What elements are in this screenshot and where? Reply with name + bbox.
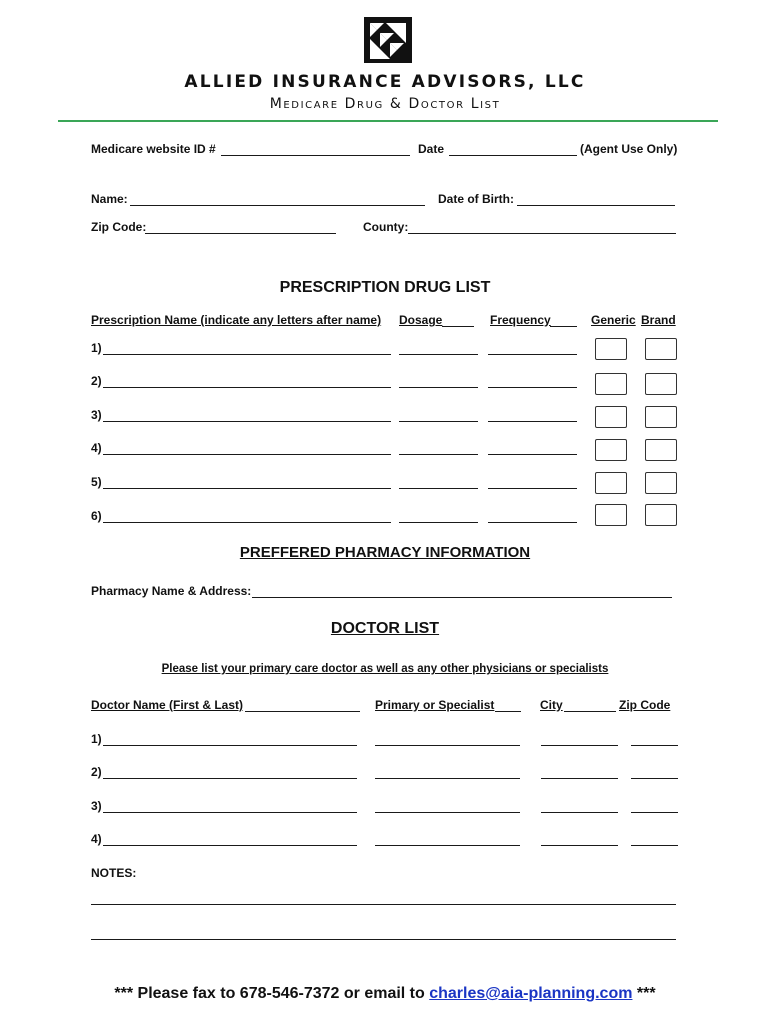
doctor-zip-field[interactable] [631,778,678,779]
brand-checkbox[interactable] [645,439,677,461]
doctor-name-field[interactable] [103,778,357,779]
county-field[interactable] [408,233,676,234]
zip-code-label: Zip Code: [91,220,147,234]
prescription-section-title: PRESCRIPTION DRUG LIST [279,279,491,296]
brand-checkbox[interactable] [645,406,677,428]
notes-line-2[interactable] [91,939,676,940]
doctor-city-field[interactable] [541,812,618,813]
prescription-row-number: 5) [91,475,102,489]
frequency-field[interactable] [488,387,577,388]
generic-checkbox[interactable] [595,472,627,494]
prescription-row-number: 2) [91,374,102,388]
col-type-underline [495,711,521,712]
dosage-field[interactable] [399,488,478,489]
doctor-city-field[interactable] [541,845,618,846]
dosage-field[interactable] [399,522,478,523]
frequency-field[interactable] [488,522,577,523]
col-brand: Brand [641,313,676,327]
dosage-field[interactable] [399,421,478,422]
medicare-id-label: Medicare website ID # [91,142,216,156]
col-prescription-name: Prescription Name (indicate any letters after name) [91,313,382,327]
medicare-id-field[interactable] [221,155,410,156]
prescription-row-number: 1) [91,341,102,355]
footer-fax-text: *** Please fax to 678-546-7372 or email to [114,985,425,1002]
generic-checkbox[interactable] [595,373,627,395]
date-label: Date [418,142,445,156]
col-dosage: Dosage [399,313,443,327]
footer-contact [0,985,770,1003]
dosage-field[interactable] [399,354,478,355]
doctor-zip-field[interactable] [631,845,678,846]
pharmacy-field[interactable] [252,597,672,598]
generic-checkbox[interactable] [595,504,627,526]
prescription-row-number: 4) [91,441,102,455]
doctor-city-field[interactable] [541,778,618,779]
frequency-field[interactable] [488,354,577,355]
brand-checkbox[interactable] [645,472,677,494]
pharmacy-section-title: PREFFERED PHARMACY INFORMATION [239,544,531,561]
county-label: County: [363,220,409,234]
dob-field[interactable] [517,205,675,206]
doctor-row-number: 4) [91,832,102,846]
frequency-field[interactable] [488,421,577,422]
dosage-field[interactable] [399,387,478,388]
footer-suffix: *** [636,985,656,1002]
name-label: Name: [91,192,128,206]
doctor-row-number: 2) [91,765,102,779]
doctor-city-field[interactable] [541,745,618,746]
doctor-type-field[interactable] [375,745,520,746]
name-field[interactable] [130,205,425,206]
doctor-row-number: 1) [91,732,102,746]
doctor-type-field[interactable] [375,778,520,779]
generic-checkbox[interactable] [595,439,627,461]
col-frequency: Frequency [490,313,551,327]
col-city: City [540,698,563,712]
company-name: ALLIED INSURANCE ADVISORS, LLC [184,72,586,92]
notes-line-1[interactable] [91,904,676,905]
prescription-row-number: 6) [91,509,102,523]
prescription-name-field[interactable] [103,454,391,455]
doctor-zip-field[interactable] [631,812,678,813]
dob-label: Date of Birth: [438,192,514,206]
prescription-name-field[interactable] [103,387,391,388]
generic-checkbox[interactable] [595,338,627,360]
notes-label: NOTES: [91,866,137,880]
doctor-instruction: Please list your primary care doctor as well as any other physicians or specialists [161,663,609,675]
col-dosage-underline [442,326,474,327]
col-generic: Generic [591,313,636,327]
prescription-name-field[interactable] [103,421,391,422]
prescription-name-field[interactable] [103,488,391,489]
dosage-field[interactable] [399,454,478,455]
frequency-field[interactable] [488,488,577,489]
col-frequency-underline [550,326,577,327]
brand-checkbox[interactable] [645,504,677,526]
prescription-name-field[interactable] [103,354,391,355]
doctor-row-number: 3) [91,799,102,813]
arrow-quilt-logo-icon [364,17,412,63]
form-subtitle: Medicare Drug & Doctor List [269,96,501,112]
col-doctor-name-underline [245,711,360,712]
prescription-name-field[interactable] [103,522,391,523]
header-rule [58,120,718,122]
email-link[interactable]: charles@aia-planning.com [429,985,633,1002]
doctor-section-title: DOCTOR LIST [330,620,440,637]
doctor-zip-field[interactable] [631,745,678,746]
col-doctor-name: Doctor Name (First & Last) [91,698,244,712]
doctor-name-field[interactable] [103,812,357,813]
col-primary-specialist: Primary or Specialist [375,698,495,712]
frequency-field[interactable] [488,454,577,455]
date-field[interactable] [449,155,577,156]
zip-code-field[interactable] [145,233,336,234]
col-zip-code: Zip Code [619,698,671,712]
brand-checkbox[interactable] [645,373,677,395]
doctor-name-field[interactable] [103,745,357,746]
doctor-type-field[interactable] [375,812,520,813]
agent-use-only-note: (Agent Use Only) [580,142,678,156]
doctor-name-field[interactable] [103,845,357,846]
col-city-underline [564,711,616,712]
prescription-row-number: 3) [91,408,102,422]
brand-checkbox[interactable] [645,338,677,360]
pharmacy-label: Pharmacy Name & Address: [91,584,252,598]
generic-checkbox[interactable] [595,406,627,428]
doctor-type-field[interactable] [375,845,520,846]
